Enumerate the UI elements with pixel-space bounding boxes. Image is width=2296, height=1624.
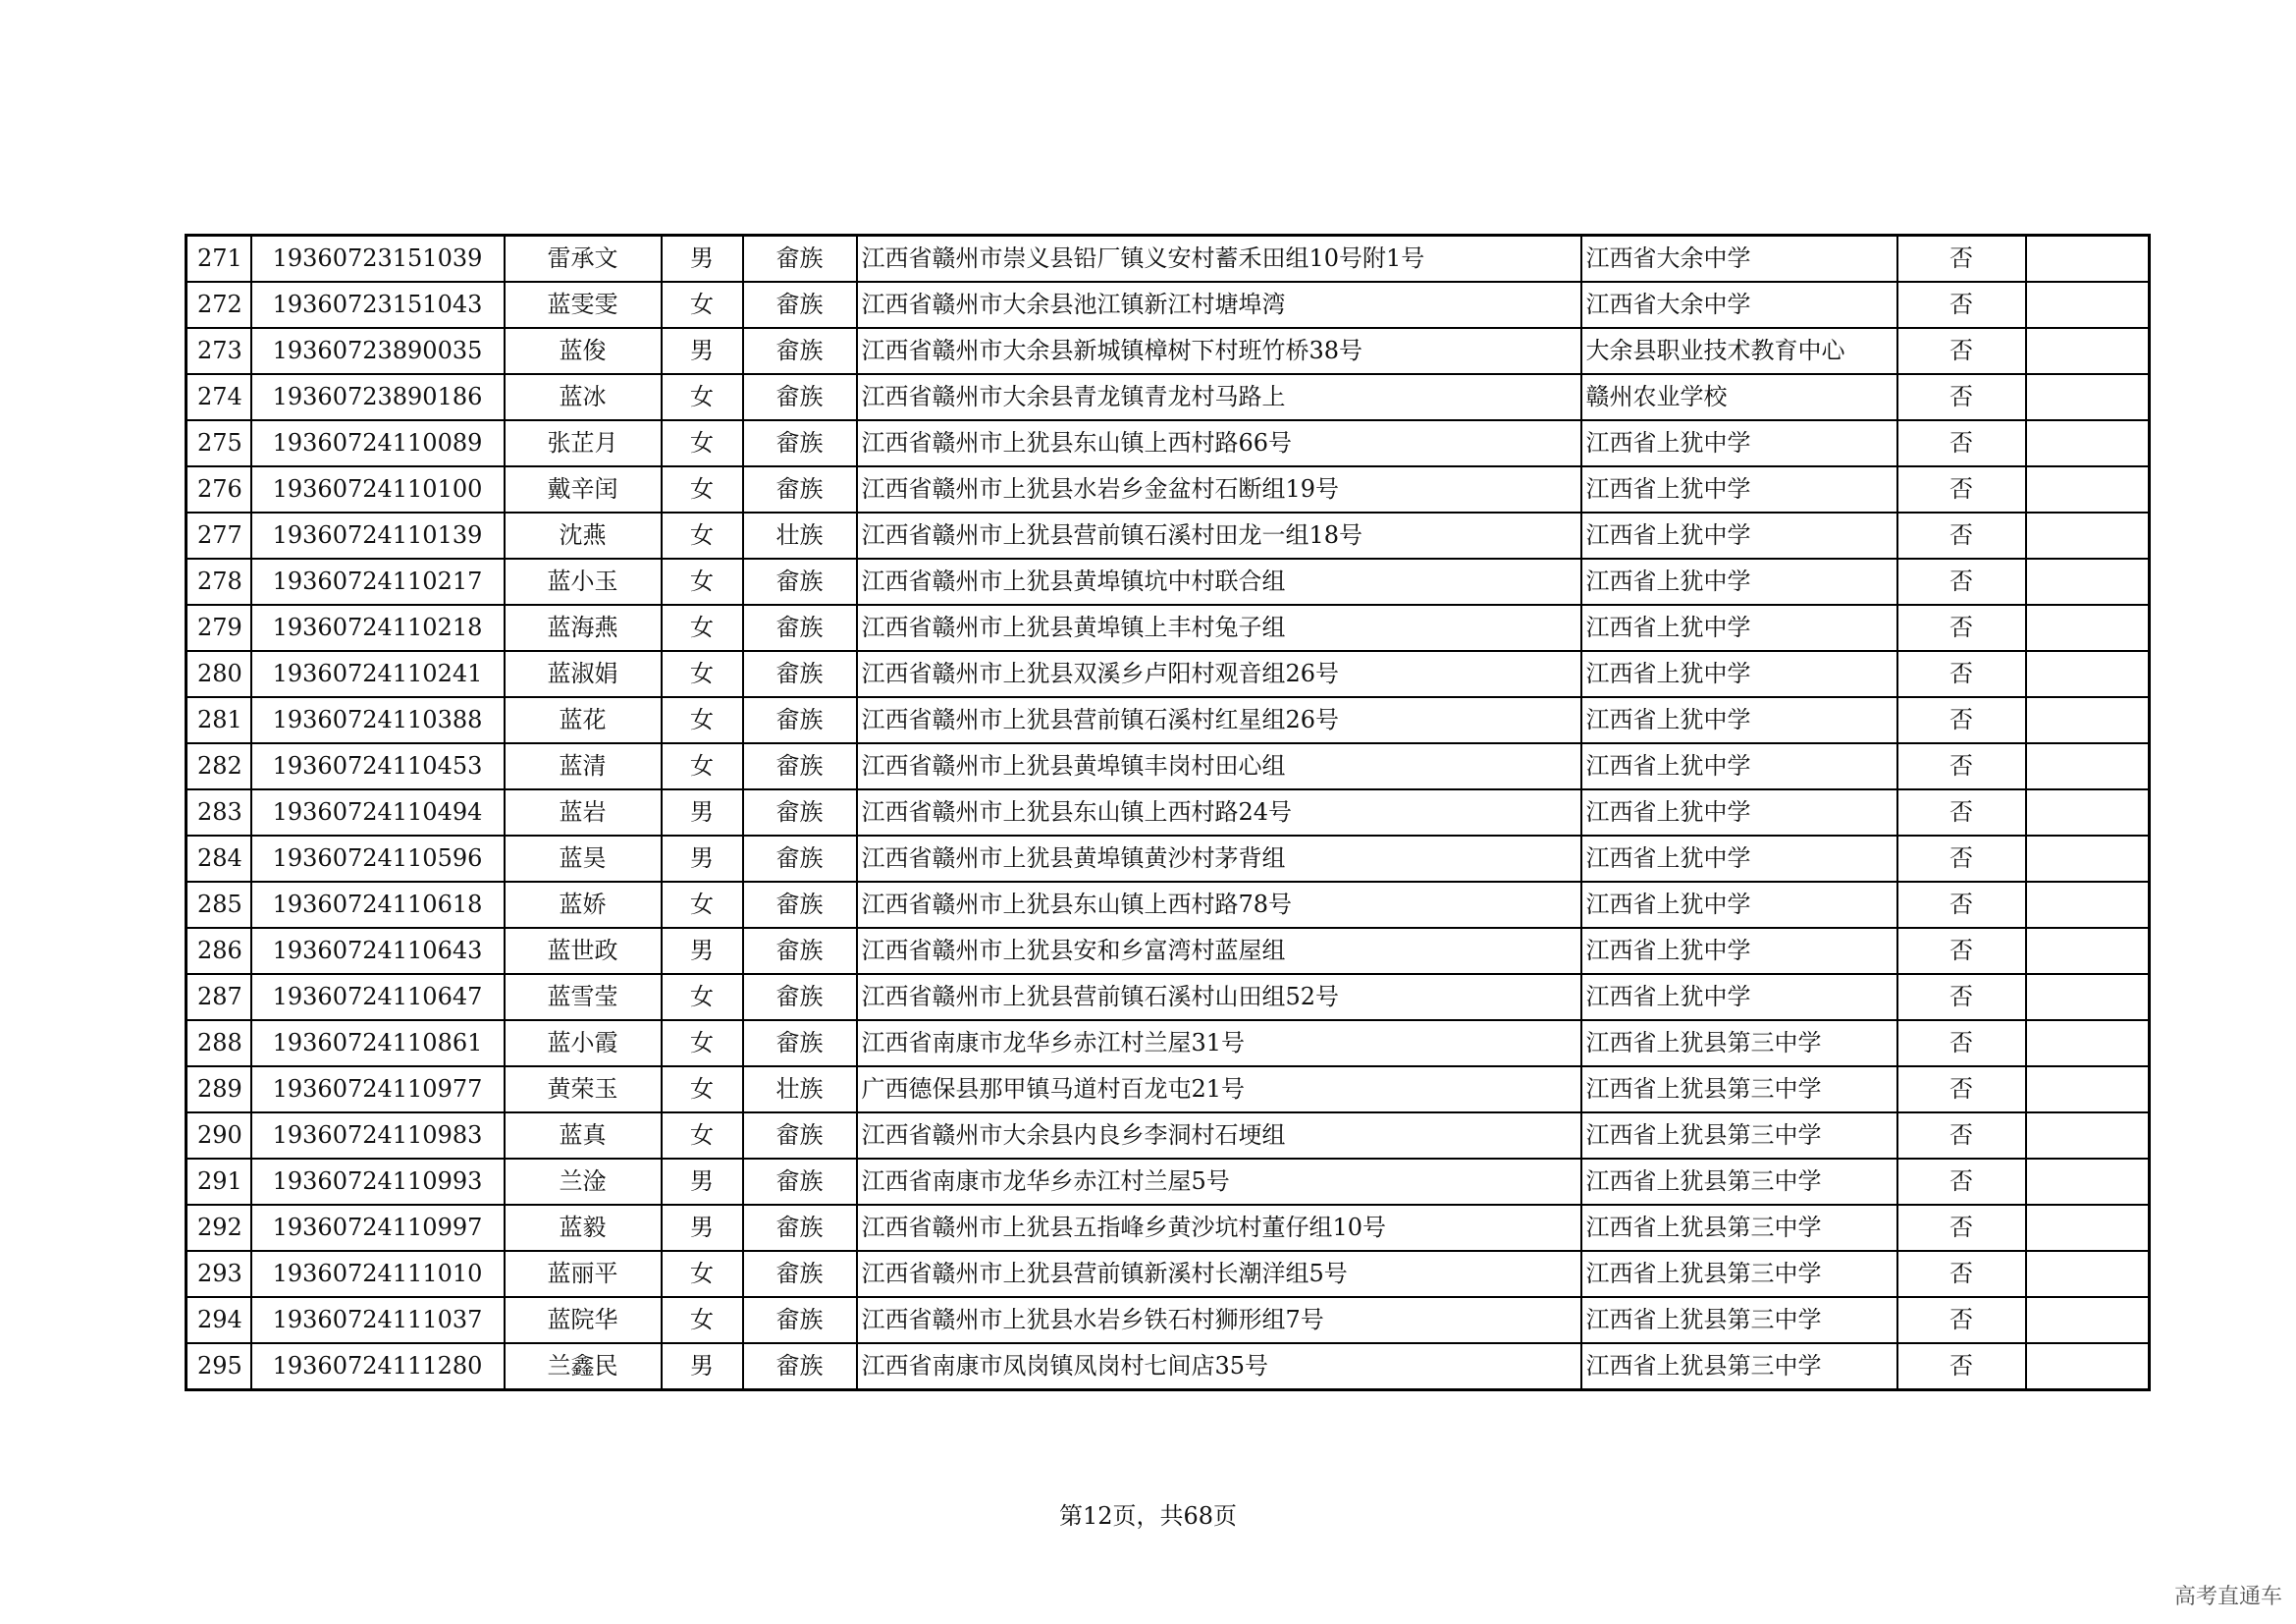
cell-student-name: 蓝淑娟 <box>505 651 662 697</box>
table-row <box>187 1020 2150 1066</box>
cell-home-address: 广西德保县那甲镇马道村百龙屯21号 <box>857 1066 1581 1112</box>
cell-gender: 女 <box>662 513 743 559</box>
cell-remarks <box>2026 743 2150 789</box>
cell-exam-number: 19360724110618 <box>251 882 505 928</box>
cell-student-name: 蓝世政 <box>505 928 662 974</box>
cell-school: 赣州农业学校 <box>1581 374 1897 420</box>
cell-row-index: 279 <box>187 605 251 651</box>
cell-flag: 否 <box>1897 605 2026 651</box>
cell-exam-number: 19360723151039 <box>251 236 505 283</box>
cell-exam-number: 19360724110861 <box>251 1020 505 1066</box>
cell-exam-number: 19360724111010 <box>251 1251 505 1297</box>
cell-flag: 否 <box>1897 697 2026 743</box>
cell-gender: 女 <box>662 1066 743 1112</box>
cell-remarks <box>2026 697 2150 743</box>
table-row <box>187 466 2150 513</box>
cell-ethnicity: 畲族 <box>743 1343 857 1390</box>
cell-ethnicity: 畲族 <box>743 928 857 974</box>
cell-row-index: 276 <box>187 466 251 513</box>
cell-flag: 否 <box>1897 282 2026 328</box>
cell-gender: 男 <box>662 328 743 374</box>
cell-school: 江西省上犹中学 <box>1581 513 1897 559</box>
cell-gender: 男 <box>662 1205 743 1251</box>
student-table-container <box>185 234 2148 1391</box>
cell-student-name: 蓝小霞 <box>505 1020 662 1066</box>
cell-row-index: 291 <box>187 1159 251 1205</box>
cell-home-address: 江西省赣州市上犹县营前镇新溪村长潮洋组5号 <box>857 1251 1581 1297</box>
cell-student-name: 戴辛闰 <box>505 466 662 513</box>
cell-flag: 否 <box>1897 789 2026 836</box>
cell-school: 江西省上犹县第三中学 <box>1581 1297 1897 1343</box>
cell-remarks <box>2026 789 2150 836</box>
table-row <box>187 1066 2150 1112</box>
cell-ethnicity: 畲族 <box>743 559 857 605</box>
cell-student-name: 蓝雪莹 <box>505 974 662 1020</box>
cell-flag: 否 <box>1897 836 2026 882</box>
cell-ethnicity: 畲族 <box>743 374 857 420</box>
cell-exam-number: 19360724110647 <box>251 974 505 1020</box>
cell-ethnicity: 畲族 <box>743 282 857 328</box>
cell-row-index: 284 <box>187 836 251 882</box>
cell-row-index: 278 <box>187 559 251 605</box>
cell-gender: 女 <box>662 697 743 743</box>
cell-home-address: 江西省赣州市上犹县双溪乡卢阳村观音组26号 <box>857 651 1581 697</box>
cell-school: 江西省上犹中学 <box>1581 559 1897 605</box>
table-row <box>187 697 2150 743</box>
table-row <box>187 513 2150 559</box>
cell-ethnicity: 畲族 <box>743 743 857 789</box>
table-row <box>187 236 2150 283</box>
cell-exam-number: 19360724110494 <box>251 789 505 836</box>
cell-remarks <box>2026 1159 2150 1205</box>
cell-remarks <box>2026 974 2150 1020</box>
cell-remarks <box>2026 836 2150 882</box>
cell-school: 江西省上犹中学 <box>1581 974 1897 1020</box>
cell-row-index: 288 <box>187 1020 251 1066</box>
cell-gender: 女 <box>662 466 743 513</box>
cell-row-index: 295 <box>187 1343 251 1390</box>
cell-exam-number: 19360724110977 <box>251 1066 505 1112</box>
cell-home-address: 江西省赣州市上犹县黄埠镇黄沙村茅背组 <box>857 836 1581 882</box>
table-row <box>187 882 2150 928</box>
cell-remarks <box>2026 559 2150 605</box>
cell-school: 江西省大余中学 <box>1581 236 1897 283</box>
cell-gender: 女 <box>662 559 743 605</box>
cell-gender: 男 <box>662 1343 743 1390</box>
table-row <box>187 651 2150 697</box>
cell-remarks <box>2026 1343 2150 1390</box>
cell-row-index: 289 <box>187 1066 251 1112</box>
cell-remarks <box>2026 1020 2150 1066</box>
cell-ethnicity: 壮族 <box>743 1066 857 1112</box>
cell-exam-number: 19360724110139 <box>251 513 505 559</box>
table-row <box>187 1159 2150 1205</box>
table-row <box>187 374 2150 420</box>
cell-ethnicity: 畲族 <box>743 651 857 697</box>
cell-home-address: 江西省赣州市上犹县营前镇石溪村山田组52号 <box>857 974 1581 1020</box>
cell-gender: 女 <box>662 420 743 466</box>
cell-flag: 否 <box>1897 1020 2026 1066</box>
cell-remarks <box>2026 328 2150 374</box>
cell-ethnicity: 畲族 <box>743 697 857 743</box>
cell-home-address: 江西省南康市凤岗镇凤岗村七间店35号 <box>857 1343 1581 1390</box>
cell-ethnicity: 畲族 <box>743 1251 857 1297</box>
cell-school: 江西省上犹中学 <box>1581 697 1897 743</box>
cell-ethnicity: 畲族 <box>743 1159 857 1205</box>
cell-ethnicity: 畲族 <box>743 1112 857 1159</box>
cell-exam-number: 19360724110997 <box>251 1205 505 1251</box>
cell-student-name: 黄荣玉 <box>505 1066 662 1112</box>
cell-school: 江西省上犹县第三中学 <box>1581 1205 1897 1251</box>
cell-school: 江西省上犹县第三中学 <box>1581 1112 1897 1159</box>
cell-school: 江西省大余中学 <box>1581 282 1897 328</box>
cell-exam-number: 19360724110218 <box>251 605 505 651</box>
cell-ethnicity: 壮族 <box>743 513 857 559</box>
cell-row-index: 274 <box>187 374 251 420</box>
cell-remarks <box>2026 605 2150 651</box>
cell-remarks <box>2026 374 2150 420</box>
cell-exam-number: 19360724110217 <box>251 559 505 605</box>
cell-student-name: 雷承文 <box>505 236 662 283</box>
cell-gender: 女 <box>662 605 743 651</box>
cell-row-index: 286 <box>187 928 251 974</box>
cell-student-name: 沈燕 <box>505 513 662 559</box>
cell-school: 大余县职业技术教育中心 <box>1581 328 1897 374</box>
cell-flag: 否 <box>1897 374 2026 420</box>
cell-exam-number: 19360724110241 <box>251 651 505 697</box>
cell-student-name: 蓝丽平 <box>505 1251 662 1297</box>
watermark-text: 高考直通车 <box>2173 1585 2282 1609</box>
cell-school: 江西省上犹中学 <box>1581 836 1897 882</box>
cell-ethnicity: 畲族 <box>743 974 857 1020</box>
cell-exam-number: 19360724110983 <box>251 1112 505 1159</box>
cell-flag: 否 <box>1897 1251 2026 1297</box>
cell-home-address: 江西省赣州市崇义县铅厂镇义安村蓄禾田组10号附1号 <box>857 236 1581 283</box>
cell-row-index: 290 <box>187 1112 251 1159</box>
cell-school: 江西省上犹县第三中学 <box>1581 1251 1897 1297</box>
cell-school: 江西省上犹中学 <box>1581 420 1897 466</box>
cell-flag: 否 <box>1897 651 2026 697</box>
cell-exam-number: 19360723890035 <box>251 328 505 374</box>
cell-exam-number: 19360724110453 <box>251 743 505 789</box>
cell-flag: 否 <box>1897 1159 2026 1205</box>
cell-remarks <box>2026 928 2150 974</box>
cell-gender: 女 <box>662 1251 743 1297</box>
table-row <box>187 1251 2150 1297</box>
cell-gender: 女 <box>662 743 743 789</box>
cell-ethnicity: 畲族 <box>743 789 857 836</box>
cell-exam-number: 19360724110100 <box>251 466 505 513</box>
cell-remarks <box>2026 420 2150 466</box>
cell-gender: 女 <box>662 882 743 928</box>
cell-home-address: 江西省赣州市上犹县东山镇上西村路24号 <box>857 789 1581 836</box>
cell-remarks <box>2026 1297 2150 1343</box>
cell-home-address: 江西省南康市龙华乡赤江村兰屋31号 <box>857 1020 1581 1066</box>
cell-row-index: 283 <box>187 789 251 836</box>
cell-school: 江西省上犹中学 <box>1581 743 1897 789</box>
cell-ethnicity: 畲族 <box>743 420 857 466</box>
cell-home-address: 江西省赣州市上犹县营前镇石溪村田龙一组18号 <box>857 513 1581 559</box>
cell-flag: 否 <box>1897 1297 2026 1343</box>
cell-home-address: 江西省赣州市上犹县东山镇上西村路66号 <box>857 420 1581 466</box>
cell-remarks <box>2026 882 2150 928</box>
cell-remarks <box>2026 282 2150 328</box>
cell-exam-number: 19360724111037 <box>251 1297 505 1343</box>
cell-student-name: 蓝院华 <box>505 1297 662 1343</box>
table-row <box>187 1297 2150 1343</box>
cell-student-name: 蓝俊 <box>505 328 662 374</box>
cell-flag: 否 <box>1897 1343 2026 1390</box>
cell-home-address: 江西省赣州市上犹县东山镇上西村路78号 <box>857 882 1581 928</box>
cell-gender: 男 <box>662 236 743 283</box>
cell-home-address: 江西省赣州市大余县内良乡李洞村石埂组 <box>857 1112 1581 1159</box>
cell-gender: 男 <box>662 928 743 974</box>
table-row <box>187 836 2150 882</box>
cell-school: 江西省上犹中学 <box>1581 882 1897 928</box>
table-row <box>187 1112 2150 1159</box>
table-row <box>187 1343 2150 1390</box>
cell-row-index: 273 <box>187 328 251 374</box>
cell-row-index: 293 <box>187 1251 251 1297</box>
cell-flag: 否 <box>1897 882 2026 928</box>
cell-gender: 女 <box>662 282 743 328</box>
cell-flag: 否 <box>1897 928 2026 974</box>
cell-school: 江西省上犹中学 <box>1581 928 1897 974</box>
cell-remarks <box>2026 651 2150 697</box>
cell-exam-number: 19360724110993 <box>251 1159 505 1205</box>
cell-row-index: 287 <box>187 974 251 1020</box>
cell-exam-number: 19360723151043 <box>251 282 505 328</box>
table-row <box>187 420 2150 466</box>
cell-student-name: 蓝昊 <box>505 836 662 882</box>
cell-remarks <box>2026 1112 2150 1159</box>
table-body <box>187 236 2150 1390</box>
cell-ethnicity: 畲族 <box>743 328 857 374</box>
cell-row-index: 285 <box>187 882 251 928</box>
cell-home-address: 江西省赣州市上犹县黄埠镇上丰村兔子组 <box>857 605 1581 651</box>
table-row <box>187 559 2150 605</box>
cell-home-address: 江西省赣州市上犹县黄埠镇丰岗村田心组 <box>857 743 1581 789</box>
cell-remarks <box>2026 1205 2150 1251</box>
cell-student-name: 兰鑫民 <box>505 1343 662 1390</box>
cell-flag: 否 <box>1897 513 2026 559</box>
cell-remarks <box>2026 1066 2150 1112</box>
cell-gender: 男 <box>662 836 743 882</box>
cell-home-address: 江西省赣州市上犹县营前镇石溪村红星组26号 <box>857 697 1581 743</box>
table-row <box>187 743 2150 789</box>
cell-student-name: 蓝雯雯 <box>505 282 662 328</box>
cell-home-address: 江西省赣州市上犹县安和乡富湾村蓝屋组 <box>857 928 1581 974</box>
cell-student-name: 张芷月 <box>505 420 662 466</box>
cell-row-index: 277 <box>187 513 251 559</box>
cell-ethnicity: 畲族 <box>743 1020 857 1066</box>
cell-school: 江西省上犹中学 <box>1581 605 1897 651</box>
cell-flag: 否 <box>1897 328 2026 374</box>
cell-school: 江西省上犹中学 <box>1581 651 1897 697</box>
cell-student-name: 蓝娇 <box>505 882 662 928</box>
cell-home-address: 江西省赣州市上犹县水岩乡金盆村石断组19号 <box>857 466 1581 513</box>
cell-student-name: 蓝花 <box>505 697 662 743</box>
cell-remarks <box>2026 513 2150 559</box>
cell-flag: 否 <box>1897 974 2026 1020</box>
cell-school: 江西省上犹中学 <box>1581 466 1897 513</box>
cell-home-address: 江西省赣州市大余县池江镇新江村塘埠湾 <box>857 282 1581 328</box>
cell-gender: 女 <box>662 651 743 697</box>
cell-student-name: 蓝冰 <box>505 374 662 420</box>
cell-flag: 否 <box>1897 466 2026 513</box>
cell-exam-number: 19360724110643 <box>251 928 505 974</box>
page-number: 第12页，共68页 <box>1058 1502 1238 1530</box>
cell-exam-number: 19360724111280 <box>251 1343 505 1390</box>
cell-ethnicity: 畲族 <box>743 882 857 928</box>
student-table <box>185 234 2151 1391</box>
cell-student-name: 蓝岩 <box>505 789 662 836</box>
cell-exam-number: 19360723890186 <box>251 374 505 420</box>
table-row <box>187 328 2150 374</box>
cell-flag: 否 <box>1897 743 2026 789</box>
table-row <box>187 974 2150 1020</box>
cell-exam-number: 19360724110388 <box>251 697 505 743</box>
cell-exam-number: 19360724110089 <box>251 420 505 466</box>
cell-ethnicity: 畲族 <box>743 1205 857 1251</box>
cell-gender: 女 <box>662 1020 743 1066</box>
cell-ethnicity: 畲族 <box>743 836 857 882</box>
cell-remarks <box>2026 236 2150 283</box>
cell-gender: 女 <box>662 1112 743 1159</box>
cell-home-address: 江西省赣州市大余县青龙镇青龙村马路上 <box>857 374 1581 420</box>
cell-ethnicity: 畲族 <box>743 1297 857 1343</box>
cell-row-index: 272 <box>187 282 251 328</box>
cell-gender: 女 <box>662 1297 743 1343</box>
cell-remarks <box>2026 1251 2150 1297</box>
cell-row-index: 275 <box>187 420 251 466</box>
table-row <box>187 789 2150 836</box>
cell-exam-number: 19360724110596 <box>251 836 505 882</box>
cell-student-name: 蓝真 <box>505 1112 662 1159</box>
cell-flag: 否 <box>1897 1066 2026 1112</box>
cell-student-name: 蓝小玉 <box>505 559 662 605</box>
cell-home-address: 江西省赣州市上犹县黄埠镇坑中村联合组 <box>857 559 1581 605</box>
cell-home-address: 江西省赣州市大余县新城镇樟树下村班竹桥38号 <box>857 328 1581 374</box>
cell-flag: 否 <box>1897 1112 2026 1159</box>
cell-home-address: 江西省南康市龙华乡赤江村兰屋5号 <box>857 1159 1581 1205</box>
cell-student-name: 蓝清 <box>505 743 662 789</box>
table-row <box>187 1205 2150 1251</box>
cell-flag: 否 <box>1897 236 2026 283</box>
cell-home-address: 江西省赣州市上犹县水岩乡铁石村狮形组7号 <box>857 1297 1581 1343</box>
cell-student-name: 蓝海燕 <box>505 605 662 651</box>
cell-school: 江西省上犹县第三中学 <box>1581 1020 1897 1066</box>
cell-flag: 否 <box>1897 559 2026 605</box>
cell-gender: 男 <box>662 789 743 836</box>
cell-row-index: 280 <box>187 651 251 697</box>
cell-flag: 否 <box>1897 1205 2026 1251</box>
cell-ethnicity: 畲族 <box>743 236 857 283</box>
cell-row-index: 294 <box>187 1297 251 1343</box>
cell-row-index: 292 <box>187 1205 251 1251</box>
cell-gender: 女 <box>662 374 743 420</box>
cell-student-name: 兰淦 <box>505 1159 662 1205</box>
cell-remarks <box>2026 466 2150 513</box>
cell-row-index: 282 <box>187 743 251 789</box>
cell-school: 江西省上犹县第三中学 <box>1581 1066 1897 1112</box>
cell-gender: 男 <box>662 1159 743 1205</box>
cell-gender: 女 <box>662 974 743 1020</box>
cell-ethnicity: 畲族 <box>743 466 857 513</box>
cell-student-name: 蓝毅 <box>505 1205 662 1251</box>
cell-home-address: 江西省赣州市上犹县五指峰乡黄沙坑村董仔组10号 <box>857 1205 1581 1251</box>
cell-ethnicity: 畲族 <box>743 605 857 651</box>
cell-school: 江西省上犹中学 <box>1581 789 1897 836</box>
table-row <box>187 605 2150 651</box>
cell-school: 江西省上犹县第三中学 <box>1581 1159 1897 1205</box>
table-row <box>187 282 2150 328</box>
cell-school: 江西省上犹县第三中学 <box>1581 1343 1897 1390</box>
cell-row-index: 271 <box>187 236 251 283</box>
table-row <box>187 928 2150 974</box>
cell-row-index: 281 <box>187 697 251 743</box>
cell-flag: 否 <box>1897 420 2026 466</box>
